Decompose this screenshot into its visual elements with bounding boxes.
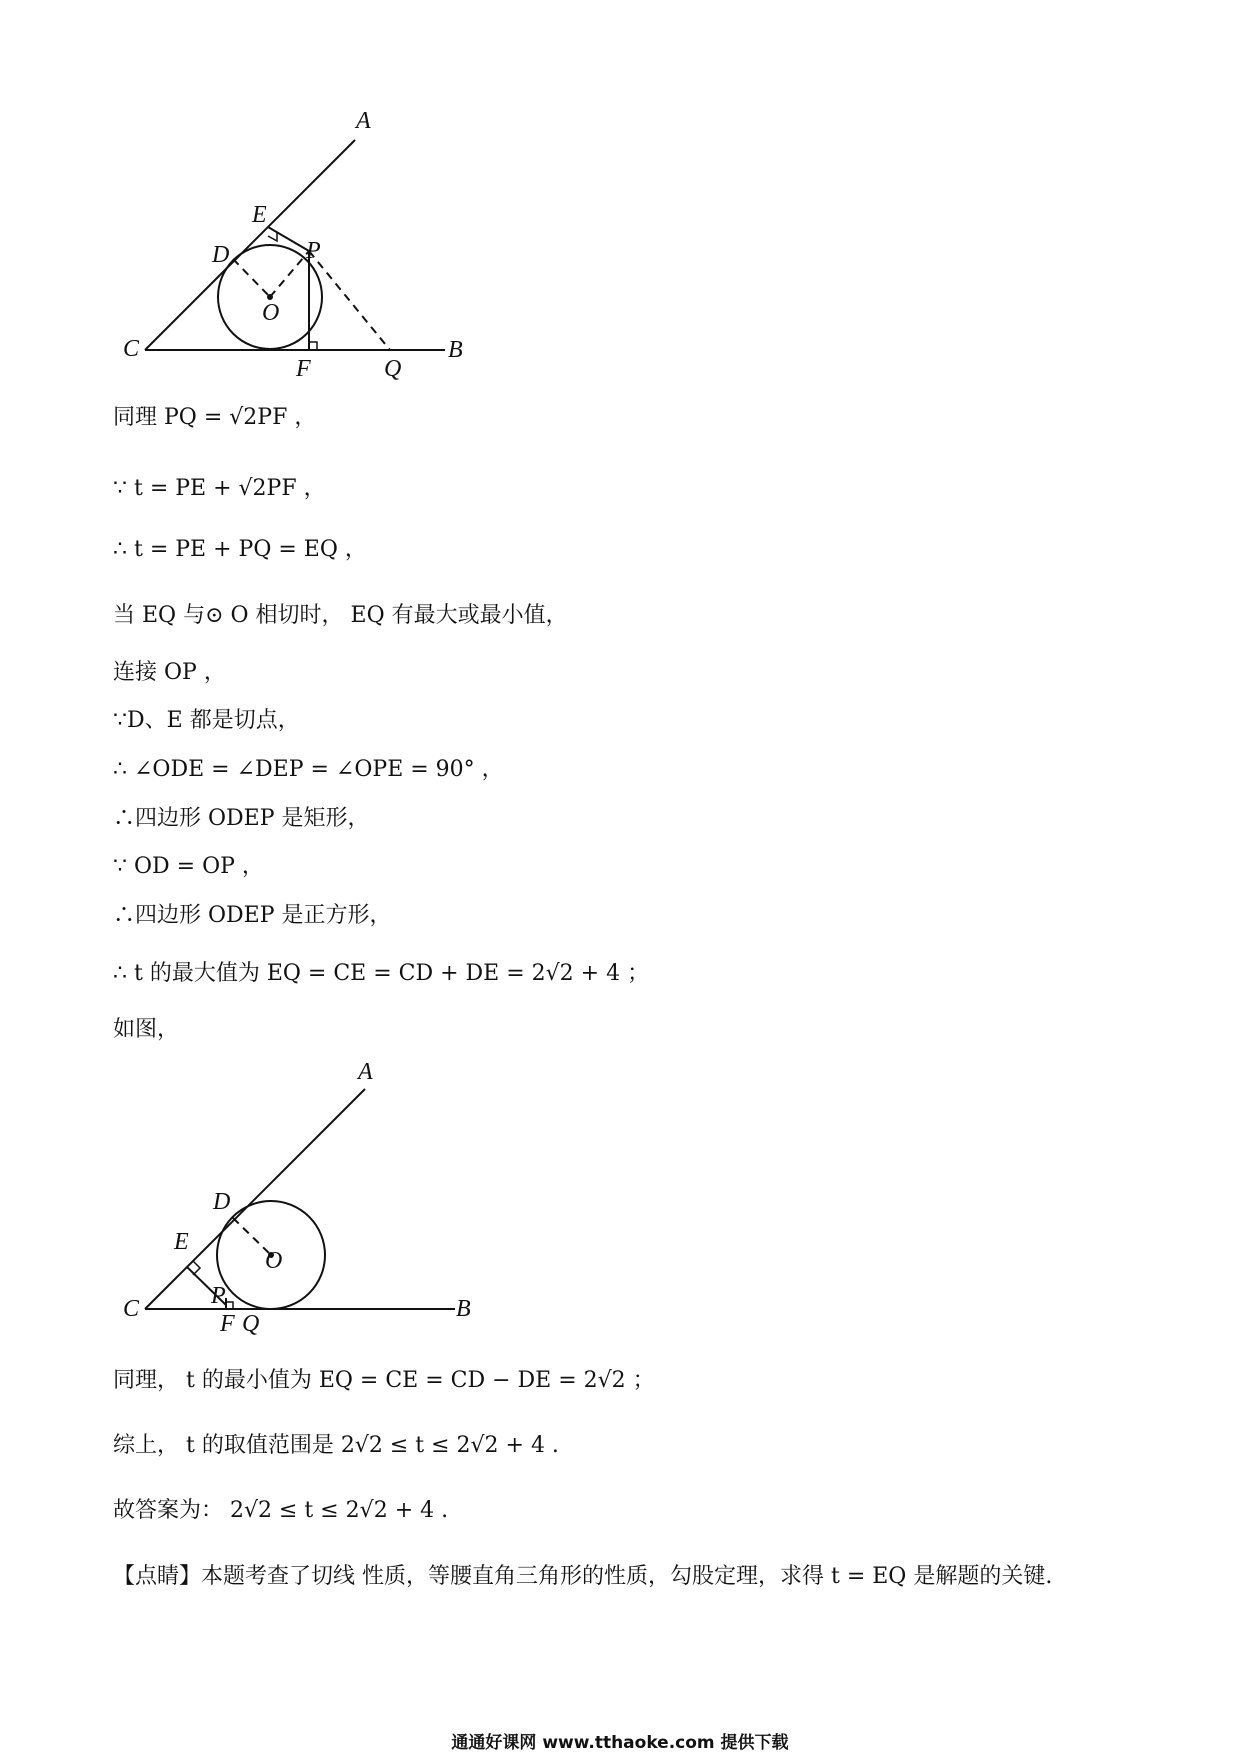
text-line-14: 综上， t 的取值范围是 2√2 ≤ t ≤ 2√2 + 4 . — [113, 1433, 559, 1458]
text-line-7: ∴ ∠ODE = ∠DEP = ∠OPE = 90° ， — [113, 757, 504, 782]
right-angle-e — [193, 1261, 200, 1275]
text-line-16: 【点睛】本题考查了切线 性质，等腰直角三角形的性质，勾股定理，求得 t = EQ 是解题的关键. — [113, 1564, 1053, 1589]
text-line-6: ∵D、E 都是切点， — [113, 708, 300, 733]
label-o: O — [262, 300, 280, 326]
label-p: P — [306, 238, 321, 264]
figure-2-diagram — [0, 1050, 520, 1350]
text-line-15: 故答案为： 2√2 ≤ t ≤ 2√2 + 4 . — [113, 1498, 449, 1523]
text-line-11: ∴ t 的最大值为 EQ = CE = CD + DE = 2√2 + 4 ； — [113, 961, 650, 986]
label-a: A — [358, 1059, 373, 1085]
label-o: O — [265, 1248, 283, 1274]
text-line-12: 如图， — [113, 1017, 180, 1042]
text-line-13: 同理， t 的最小值为 EQ = CE = CD − DE = 2√2 ； — [113, 1368, 655, 1393]
line-ca — [145, 1089, 365, 1309]
page-footer: 通通好课网 www.tthaoke.com 提供下载 — [451, 1733, 789, 1753]
figure-2-svg — [0, 1050, 520, 1350]
label-a: A — [356, 108, 371, 134]
label-f: F — [296, 356, 311, 382]
label-c: C — [123, 336, 140, 362]
right-angle-f — [309, 342, 317, 350]
label-b: B — [448, 337, 463, 363]
text-line-2: ∵ t = PE + √2PF ， — [113, 476, 326, 501]
label-p: P — [211, 1283, 226, 1309]
right-angle-f — [226, 1302, 233, 1309]
label-f: F — [220, 1311, 235, 1337]
label-d: D — [212, 242, 230, 268]
line-ca — [145, 140, 355, 350]
label-d: D — [213, 1189, 231, 1215]
right-angle-e — [268, 232, 277, 241]
label-e: E — [174, 1229, 189, 1255]
segment-od — [233, 259, 270, 297]
text-line-10: ∴四边形 ODEP 是正方形， — [113, 903, 392, 928]
text-line-9: ∵ OD = OP ， — [113, 854, 264, 879]
text-line-4: 当 EQ 与⊙ O 相切时， EQ 有最大或最小值， — [113, 603, 568, 628]
label-e: E — [252, 202, 267, 228]
label-b: B — [456, 1296, 471, 1322]
text-line-1: 同理 PQ = √2PF ， — [113, 405, 317, 430]
text-line-5: 连接 OP ， — [113, 660, 226, 685]
label-c: C — [123, 1296, 140, 1322]
figure-1-svg — [0, 0, 520, 400]
text-line-8: ∴四边形 ODEP 是矩形， — [113, 806, 370, 831]
figure-1-diagram — [0, 0, 520, 400]
label-q: Q — [242, 1311, 260, 1337]
text-line-3: ∴ t = PE + PQ = EQ ， — [113, 537, 367, 562]
label-q: Q — [384, 356, 402, 382]
